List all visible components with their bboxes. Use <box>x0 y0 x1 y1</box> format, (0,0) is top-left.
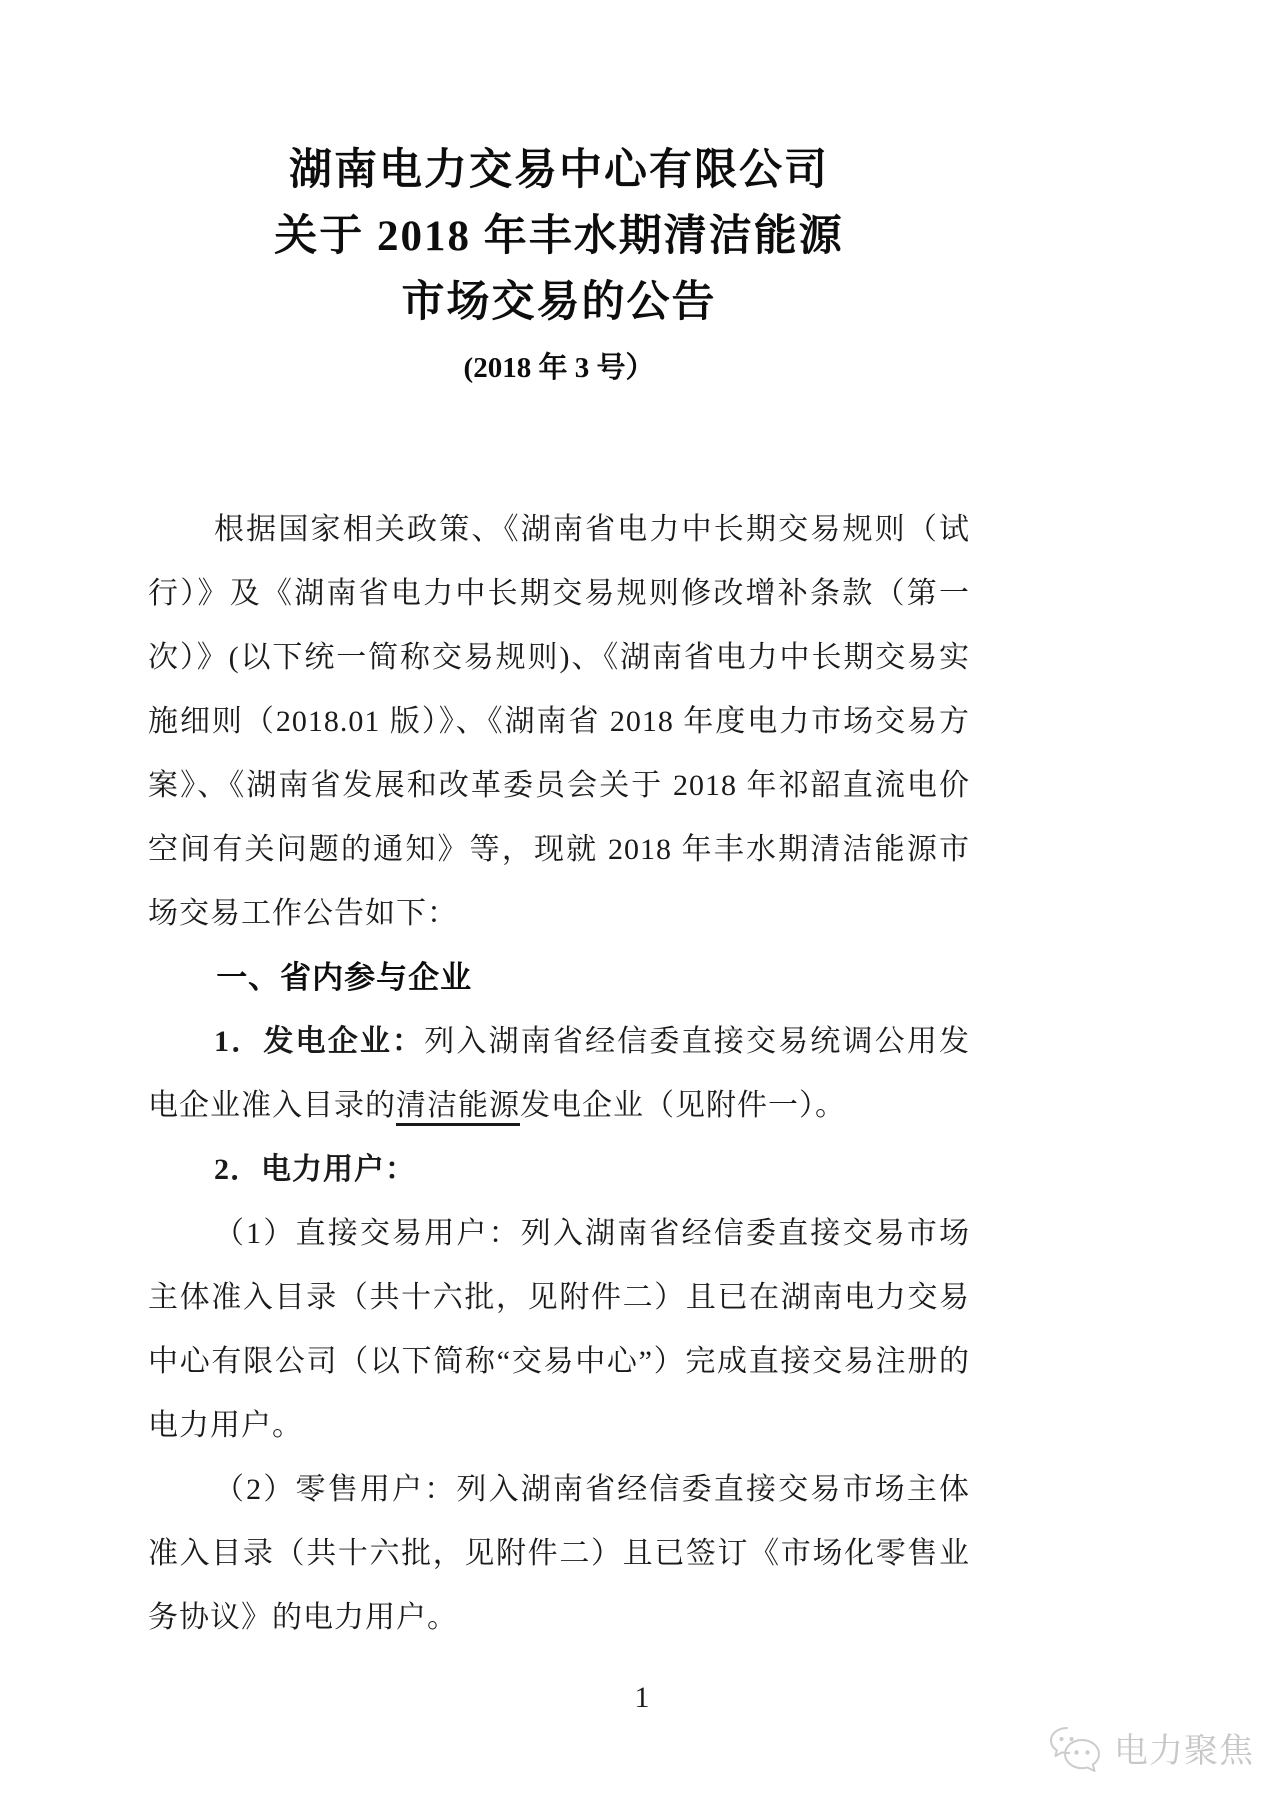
title-line-3: 市场交易的公告 <box>401 279 717 326</box>
item-1-label: 1．发电企业： <box>214 1025 425 1058</box>
watermark <box>1048 1726 1254 1776</box>
item-direct-trading-users: （1）直接交易用户：列入湖南省经信委直接交易市场主体准入目录（共十六批，见附件二）且已在湖南电力交易中心有限公司（以下简称“交易中心”）完成直接交易注册的电力用户。 <box>148 1217 970 1442</box>
item-2-label: 2．电力用户： <box>214 1153 416 1186</box>
document-content <box>148 138 970 1650</box>
item-1-text-before: 列入湖南省经信委直接交易统调公用发电企业准入目录的 <box>148 1025 971 1122</box>
item-generation-enterprises <box>148 1010 970 1138</box>
title-line-1: 湖南电力交易中心有限公司 <box>289 147 829 194</box>
item-1-text-after: 发电企业（见附件一）。 <box>520 1089 846 1122</box>
intro-paragraph: 根据国家相关政策、《湖南省电力中长期交易规则（试行）》及《湖南省电力中长期交易规则修改增补条款（第一次）》(以下统一简称交易规则)、《湖南省电力中长期交易实施细则（2018.01 版）》、《湖南省 2018 年度电力市场交易方案》、《湖南省发展和改革委员会关于 2018 年祁韶直流电价空间有关问题的通知》等，现就 2018 年丰水期清洁能源市场交易工作公告如下： <box>148 513 970 930</box>
title-line-2: 关于 2018 年丰水期清洁能源 <box>274 213 844 260</box>
document-number: (2018 年 3 号） <box>463 352 655 384</box>
page-number: 1 <box>634 1681 650 1714</box>
watermark-label: 电力聚焦 <box>1114 1732 1254 1770</box>
wechat-chat-bubbles-icon <box>1048 1726 1104 1776</box>
document-title <box>148 138 970 336</box>
item-retail-users: （2）零售用户：列入湖南省经信委直接交易市场主体准入目录（共十六批，见附件二）且已签订《市场化零售业务协议》的电力用户。 <box>148 1473 970 1634</box>
section-1-heading: 一、省内参与企业 <box>216 960 473 995</box>
underlined-term-clean-energy: 清洁能源 <box>396 1089 520 1126</box>
item-power-users <box>148 1138 970 1202</box>
